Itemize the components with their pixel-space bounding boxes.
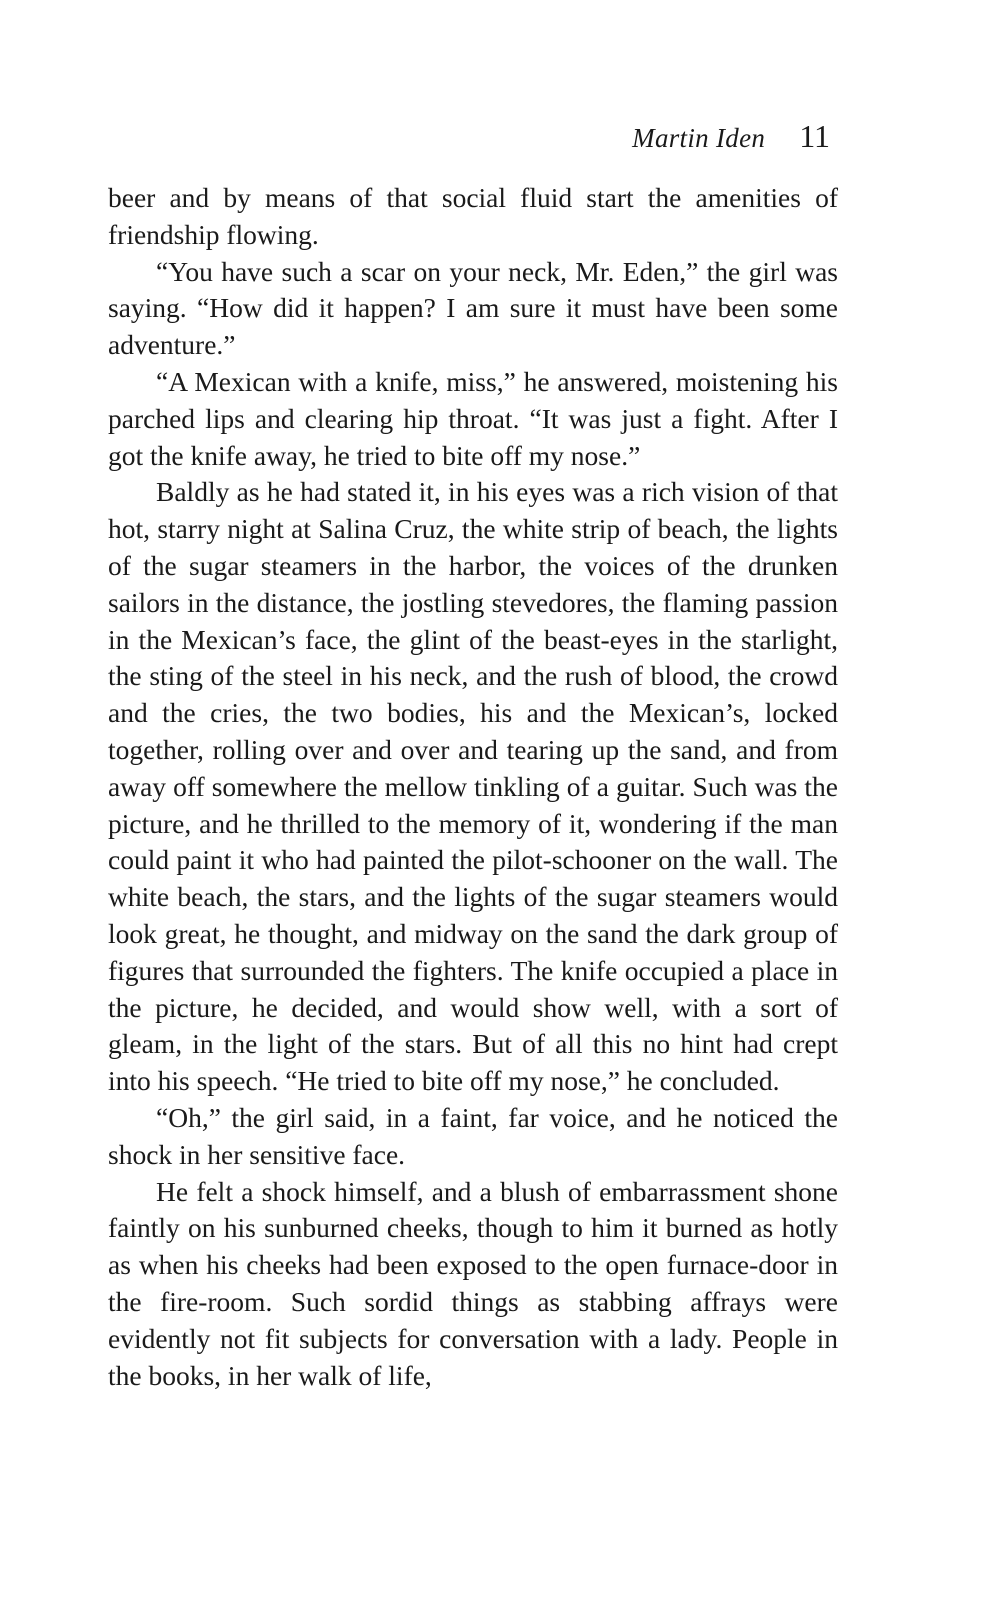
paragraph-continued: beer and by means of that social fluid start the amenities of friendship flowing. [108, 182, 838, 250]
paragraph: He felt a shock himself, and a blush of embarrassment shone faintly on his sunburned cheeks, though to him it burned as hotly as when his cheeks had been exposed to the open furnace-door in the fire-room. Such sordid things as stabbing affrays were evidently not fit subjects for conversation with a lady. People in the books, in her walk of life, [108, 1175, 838, 1391]
page-number: 11 [799, 118, 830, 154]
body-text [108, 180, 838, 1394]
paragraph: “You have such a scar on your neck, Mr. Eden,” the girl was saying. “How did it happen? I am sure it must have been some adventure.” [108, 255, 838, 361]
paragraph: “Oh,” the girl said, in a faint, far voice, and he noticed the shock in her sensitive face. [108, 1101, 838, 1170]
running-title: Martin Iden [632, 123, 766, 153]
paragraph: “A Mexican with a knife, miss,” he answered, moistening his parched lips and clearing hip throat. “It was just a fight. After I got the knife away, he tried to bite off my nose.” [108, 365, 838, 471]
paragraph: Baldly as he had stated it, in his eyes was a rich vision of that hot, starry night at Salina Cruz, the white strip of beach, the lights of the sugar steamers in the harbor, the voices of the drunken sailors in the distance, the jostling stevedores, the flaming passion in the Mexican’s face, the glint of the beast-eyes in the starlight, the sting of the steel in his neck, and the rush of blood, the crowd and the cries, the two bodies, his and the Mexican’s, locked together, rolling over and over and tearing up the sand, and from away off somewhere the mellow tinkling of a guitar. Such was the picture, and he thrilled to the memory of it, wondering if the man could paint it who had painted the pilot-schooner on the wall. The white beach, the stars, and the lights of the sugar steamers would look great, he thought, and midway on the sand the dark group of figures that surrounded the fighters. The knife occupied a place in the picture, he decided, and would show well, with a sort of gleam, in the light of the stars. But of all this no hint had crept into his speech. “He tried to bite off my nose,” he concluded. [108, 476, 838, 1097]
page-header [632, 118, 830, 155]
